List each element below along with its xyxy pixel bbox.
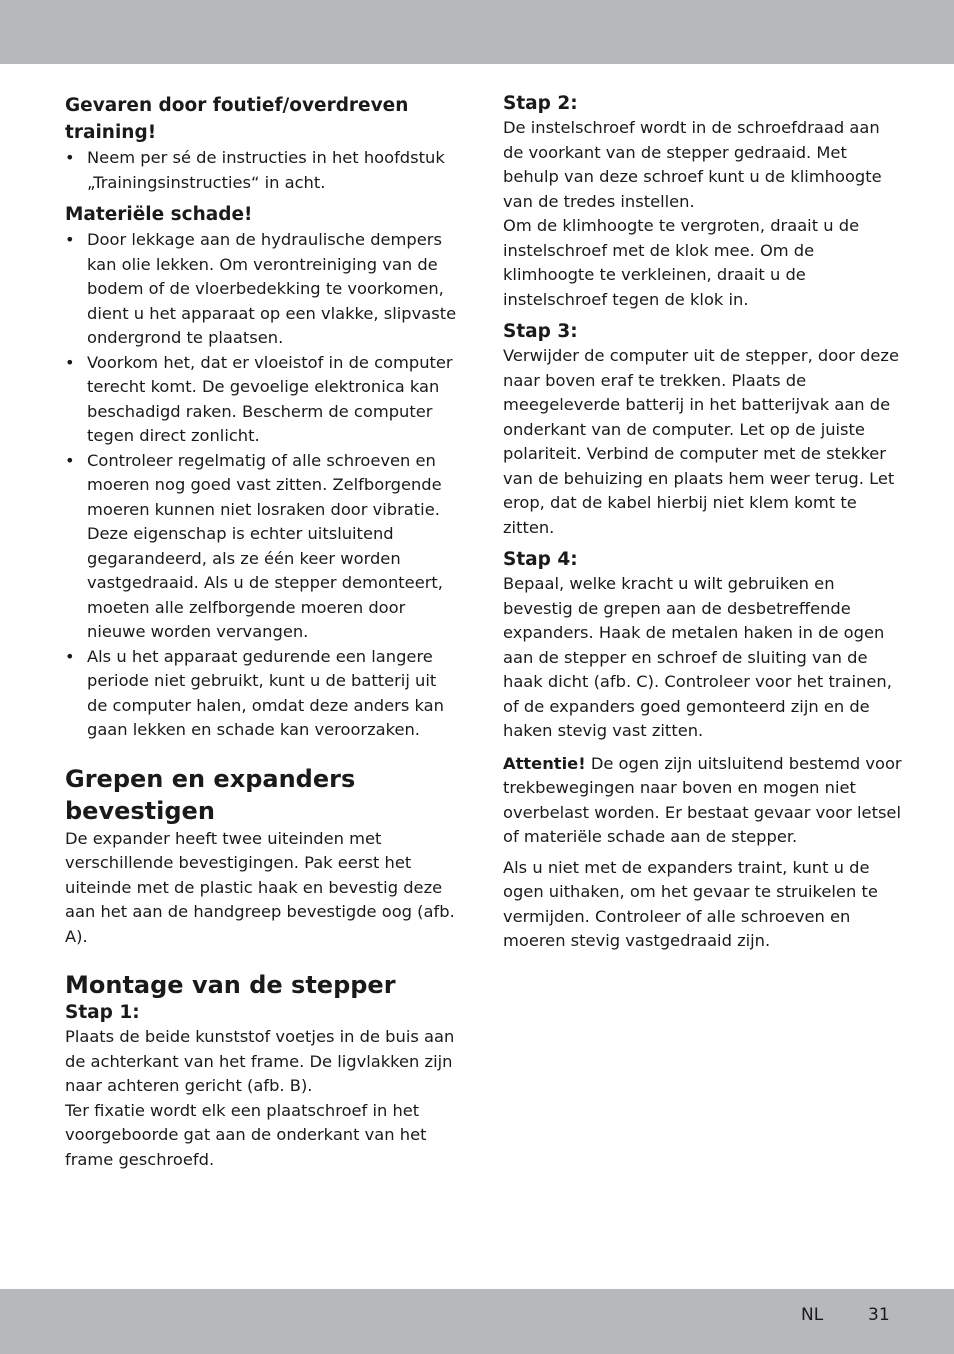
list-item: • Voorkom het, dat er vloeistof in de computer terecht komt. De gevoelige elektronica kan beschadigd raken. Bescherm de computer tegen direct zonlicht. — [65, 352, 453, 445]
step2-text-1: De instelschroef wordt in de schroefdraad aan de voorkant van de stepper gedraaid. Met behulp van deze schroef kunt u de klimhoogte van de tredes instellen. — [503, 118, 882, 211]
step4-heading: Stap 4: — [503, 549, 578, 570]
training-warning-list — [65, 146, 457, 195]
bullet-icon: • — [65, 148, 75, 167]
warning-heading-training: Gevaren door foutief/overdreven training! — [65, 95, 409, 143]
list-item: • Door lekkage aan de hydraulische dempers kan olie lekken. Om verontreiniging van de bodem of de vloerbedekking te voorkomen, dient u het apparaat op een vlakke, slipvaste ondergrond te plaatsen. — [65, 230, 457, 347]
left-column — [65, 92, 457, 1172]
warning-heading-material: Materiële schade! — [65, 204, 253, 225]
section-heading-grepen: Grepen en expanders bevestigen — [65, 764, 356, 825]
bullet-icon: • — [65, 230, 75, 249]
list-item: • Als u het apparaat gedurende een langere periode niet gebruikt, kunt u de batterij uit de computer halen, omdat deze anders kan gaan lekken en schade kan veroorzaken. — [65, 646, 444, 739]
attention-text: De ogen zijn uitsluitend bestemd voor trekbewegingen naar boven en mogen niet overbelast worden. Er bestaat gevaar voor letsel of materiële schade aan de stepper. — [503, 753, 902, 846]
grepen-text: De expander heeft twee uiteinden met verschillende bevestigingen. Pak eerst het uiteinde met de plastic haak en bevestig deze aan het aan de handgreep bevestigde oog (afb. A). — [65, 828, 455, 946]
attention-label: Attentie! — [503, 753, 586, 773]
step1-text-2: Ter fixatie wordt elk een plaatschroef in het voorgeboorde gat aan de onderkant van het frame geschroefd. — [65, 1100, 427, 1169]
right-column — [503, 92, 903, 954]
step2-text-2: Om de klimhoogte te vergroten, draait u de instelschroef met de klok mee. Om de klimhoogte te verkleinen, draait u de instelschroef tegen de klok in. — [503, 216, 860, 309]
step2-heading: Stap 2: — [503, 93, 578, 114]
header-bar — [0, 0, 954, 64]
step1-text-1: Plaats de beide kunststof voetjes in de buis aan de achterkant van het frame. De ligvlakken zijn naar achteren gericht (afb. B). — [65, 1027, 455, 1095]
step3-heading: Stap 3: — [503, 321, 578, 342]
section-heading-montage: Montage van de stepper — [65, 971, 396, 999]
material-warning-list — [65, 228, 457, 743]
page-number: 31 — [868, 1305, 890, 1325]
list-item: • Controleer regelmatig of alle schroeven en moeren nog goed vast zitten. Zelfborgende moeren kunnen niet losraken door vibratie. Deze eigenschap is echter uitsluitend gegarandeerd, als ze één keer worden vastgedraaid. Als u de stepper demonteert, moeten alle zelfborgende moeren door nieuwe worden vervangen. — [65, 450, 443, 641]
list-item: • Neem per sé de instructies in het hoofdstuk „Trainingsinstructies“ in acht. — [65, 148, 445, 192]
step1-heading: Stap 1: — [65, 1002, 140, 1023]
footer-language: NL — [801, 1305, 824, 1325]
closing-paragraph: Als u niet met de expanders traint, kunt u de ogen uithaken, om het gevaar te struikelen te vermijden. Controleer of alle schroeven en moeren stevig vastgedraaid zijn. — [503, 857, 878, 950]
attention-paragraph — [503, 752, 903, 850]
bullet-icon: • — [65, 352, 75, 372]
step4-text: Bepaal, welke kracht u wilt gebruiken en bevestig de grepen aan de desbetreffende expanders. Haak de metalen haken in de ogen aan de stepper en schroef de sluiting van de haak dicht (afb. C). Controleer voor het trainen, of de expanders goed gemonteerd zijn en de haken stevig vast zitten. — [503, 574, 892, 740]
step3-text: Verwijder de computer uit de stepper, door deze naar boven eraf te trekken. Plaats de meegeleverde batterij in het batterijvak aan de onderkant van de computer. Let op de juiste polariteit. Verbind de computer met de stekker van de behuizing en plaats hem weer terug. Let erop, dat de kabel hierbij niet klem komt te zitten. — [503, 346, 899, 537]
bullet-icon: • — [65, 450, 75, 470]
bullet-icon: • — [65, 646, 75, 666]
